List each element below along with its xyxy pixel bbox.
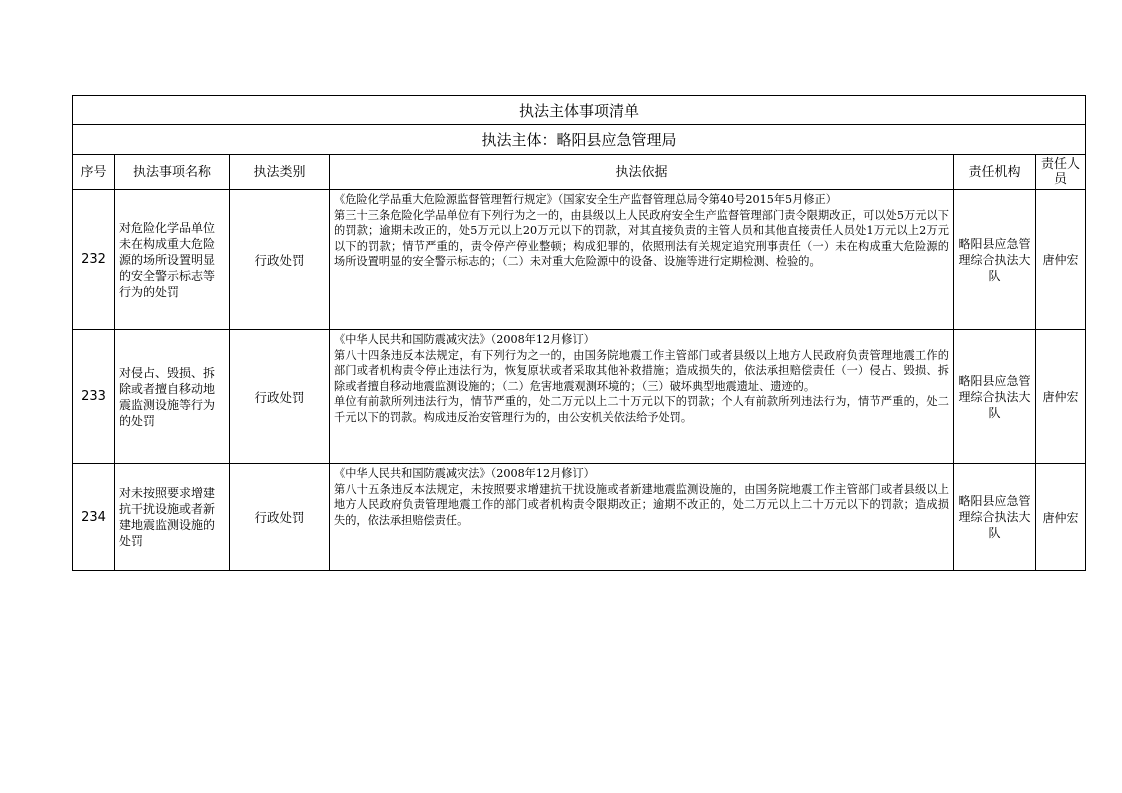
title-row bbox=[73, 96, 1086, 125]
row-seq: 233 bbox=[73, 330, 115, 464]
basis-paragraph: 单位有前款所列违法行为，情节严重的，处二万元以上二十万元以下的罚款；个人有前款所列违法行为，情节严重的，处二千元以下的罚款。构成违反治安管理行为的，由公安机关依法给予处罚。 bbox=[334, 395, 949, 424]
header-seq: 序号 bbox=[73, 155, 115, 190]
row-basis bbox=[330, 190, 954, 330]
row-item-name: 对侵占、毁损、拆除或者擅自移动地震监测设施等行为的处罚 bbox=[115, 330, 230, 464]
row-org: 略阳县应急管理综合执法大队 bbox=[954, 190, 1036, 330]
row-seq: 234 bbox=[73, 464, 115, 571]
table-row bbox=[73, 330, 1086, 464]
header-item-name: 执法事项名称 bbox=[115, 155, 230, 190]
table-row bbox=[73, 464, 1086, 571]
table-row bbox=[73, 190, 1086, 330]
document-title: 执法主体事项清单 bbox=[73, 96, 1086, 125]
header-basis: 执法依据 bbox=[330, 155, 954, 190]
row-basis bbox=[330, 464, 954, 571]
basis-paragraph: 《危险化学品重大危险源监督管理暂行规定》（国家安全生产监督管理总局令第40号2015年5月修正） bbox=[334, 193, 837, 206]
row-org: 略阳县应急管理综合执法大队 bbox=[954, 330, 1036, 464]
header-row bbox=[73, 155, 1086, 190]
basis-paragraph: 第三十三条危险化学品单位有下列行为之一的，由县级以上人民政府安全生产监督管理部门责令限期改正，可以处5万元以下的罚款；逾期未改正的，处5万元以上20万元以下的罚款，对其直接负责的主管人员和其他直接责任人员处1万元以上2万元以下的罚款；情节严重的，责令停产停业整顿；构成犯罪的，依照刑法有关规定追究刑事责任（一）未在构成重大危险源的场所设置明显的安全警示标志的；（二）未对重大危险源中的设备、设施等进行定期检测、检验的。 bbox=[334, 208, 949, 268]
row-person: 唐仲宏 bbox=[1036, 330, 1086, 464]
row-category: 行政处罚 bbox=[230, 464, 330, 571]
row-item-name: 对未按照要求增建抗干扰设施或者新建地震监测设施的处罚 bbox=[115, 464, 230, 571]
row-category: 行政处罚 bbox=[230, 330, 330, 464]
row-basis bbox=[330, 330, 954, 464]
row-person: 唐仲宏 bbox=[1036, 190, 1086, 330]
row-seq: 232 bbox=[73, 190, 115, 330]
enforcement-list-sheet bbox=[72, 95, 1085, 571]
basis-paragraph: 《中华人民共和国防震减灾法》（2008年12月修订） bbox=[334, 467, 595, 480]
basis-paragraph: 第八十五条违反本法规定，未按照要求增建抗干扰设施或者新建地震监测设施的，由国务院地震工作主管部门或者县级以上地方人民政府负责管理地震工作的部门或者机构责令限期改正；逾期不改正的，处二万元以上二十万元以下的罚款；造成损失的，依法承担赔偿责任。 bbox=[334, 482, 949, 527]
row-category: 行政处罚 bbox=[230, 190, 330, 330]
row-person: 唐仲宏 bbox=[1036, 464, 1086, 571]
header-org: 责任机构 bbox=[954, 155, 1036, 190]
enforcement-subject: 执法主体：略阳县应急管理局 bbox=[73, 125, 1086, 155]
header-category: 执法类别 bbox=[230, 155, 330, 190]
row-org: 略阳县应急管理综合执法大队 bbox=[954, 464, 1036, 571]
row-item-name: 对危险化学品单位未在构成重大危险源的场所设置明显的安全警示标志等行为的处罚 bbox=[115, 190, 230, 330]
header-person: 责任人员 bbox=[1036, 155, 1086, 190]
enforcement-items-table bbox=[72, 95, 1086, 571]
basis-paragraph: 第八十四条违反本法规定，有下列行为之一的，由国务院地震工作主管部门或者县级以上地方人民政府负责管理地震工作的部门或者机构责令停止违法行为，恢复原状或者采取其他补救措施；造成损失的，依法承担赔偿责任（一）侵占、毁损、拆除或者擅自移动地震监测设施的；（二）危害地震观测环境的；（三）破坏典型地震遗址、遗迹的。 bbox=[334, 348, 949, 393]
basis-paragraph: 《中华人民共和国防震减灾法》（2008年12月修订） bbox=[334, 333, 595, 346]
subject-row bbox=[73, 125, 1086, 155]
